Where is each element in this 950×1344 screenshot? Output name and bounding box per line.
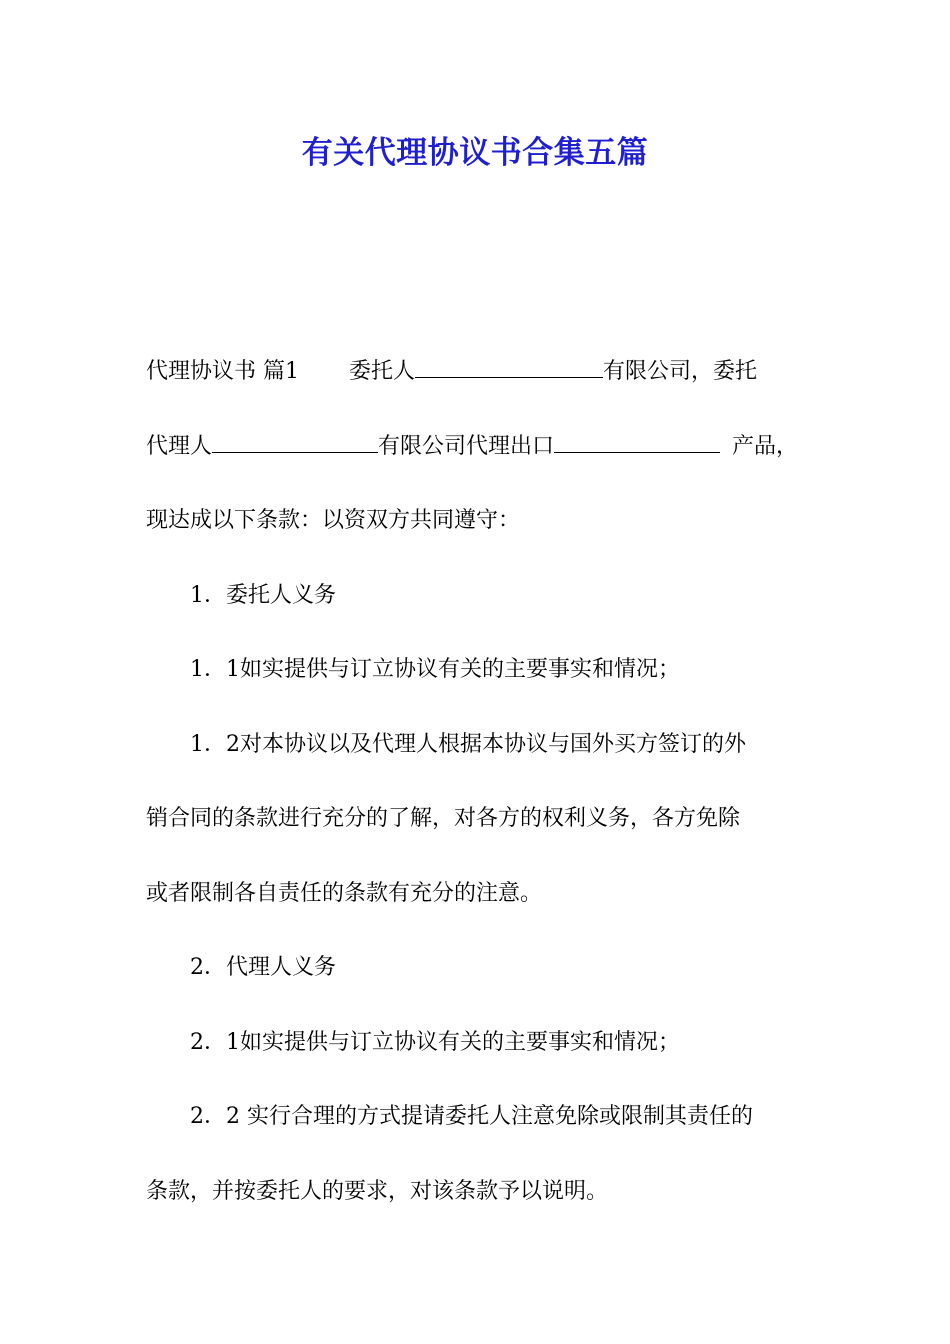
paragraph-line: 2．1如实提供与订立协议有关的主要事实和情况；	[190, 1029, 680, 1055]
agent-blank	[212, 436, 378, 453]
principal-blank	[415, 361, 603, 378]
paragraph-line: 1．委托人义务	[190, 582, 336, 608]
principal-label: 委托人	[349, 359, 416, 384]
intro-line-2	[146, 410, 814, 485]
principal-suffix: 有限公司，委托	[603, 359, 758, 384]
paragraph-line: 销合同的条款进行充分的了解，对各方的权利义务，各方免除	[146, 806, 741, 831]
intro-line-3: 现达成以下条款：以资双方共同遵守：	[146, 508, 521, 533]
section-heading: 代理协议书 篇1	[146, 359, 299, 384]
agent-suffix: 有限公司代理出口	[378, 433, 555, 459]
paragraph-line: 1．2对本协议以及代理人根据本协议与国外买方签订的外	[190, 731, 746, 757]
product-suffix: 产品，	[732, 433, 799, 459]
paragraph-line: 条款，并按委托人的要求，对该条款予以说明。	[146, 1178, 609, 1204]
document-title: 有关代理协议书合集五篇	[301, 135, 649, 171]
paragraph-line: 2．2 实行合理的方式提请委托人注意免除或限制其责任的	[190, 1104, 753, 1129]
paragraph-line: 或者限制各自责任的条款有充分的注意。	[146, 880, 543, 906]
product-blank	[554, 436, 720, 453]
paragraph-line: 2．代理人义务	[190, 955, 336, 980]
document-body	[146, 335, 814, 1229]
agent-label: 代理人	[146, 433, 213, 459]
intro-line-1	[146, 335, 814, 410]
paragraph-line: 1．1如实提供与订立协议有关的主要事实和情况；	[190, 657, 680, 682]
